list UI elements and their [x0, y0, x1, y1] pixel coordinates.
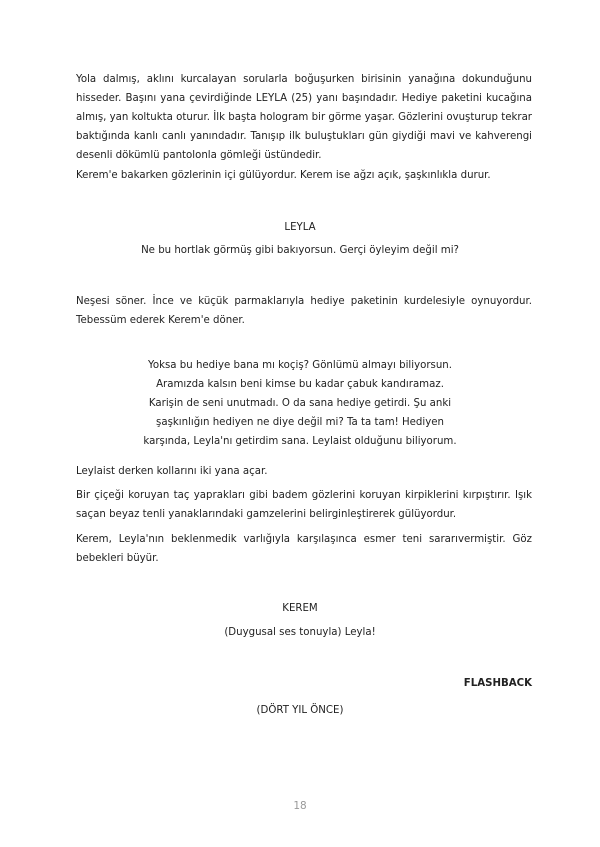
- dialogue-line-1: Ne bu hortlak görmüş gibi bakıyorsun. Gerçi öyleyim değil mi?: [141, 245, 459, 256]
- character-name-leyla: LEYLA: [284, 222, 316, 233]
- action-paragraph-2: Kerem'e bakarken gözlerinin içi gülüyordur. Kerem ise ağzı açık, şaşkınlıkla durur.: [76, 170, 491, 181]
- transition-flashback: FLASHBACK: [463, 678, 532, 689]
- action-paragraph-3: Neşesi söner. İnce ve küçük parmaklarıyla hediye paketinin kurdelesiyle oynuyordur. Tebessüm ederek Kerem'e döner.: [76, 296, 532, 326]
- action-paragraph-6: Kerem, Leyla'nın beklenmedik varlığıyla karşılaşınca esmer teni sararıvermiştir. Göz bebekleri büyür.: [76, 534, 532, 564]
- action-paragraph-1: Yola dalmış, aklını kurcalayan sorularla boğuşurken birisinin yanağına dokunduğunu hisseder. Başını yana çevirdiğinde LEYLA (25) yanı başındadır. Hediye paketini kucağına almış, yan koltukta oturur. İlk başta hologram bir görme yaşar. Gözlerini ovuşturup tekrar baktığında kanlı canlı yanındadır. Tanışıp ilk buluştukları gün giydiği mavi ve kahverengi desenli dökümlü pantolonla gömleği üstündedir.: [76, 74, 532, 161]
- action-paragraph-5: Bir çiçeği koruyan taç yaprakları gibi badem gözlerini koruyan kirpiklerini kırpıştırır. Işık saçan beyaz tenli yanaklarındaki gamzelerini belirginleştirerek gülüyordur.: [76, 490, 532, 520]
- scene-time-note: (DÖRT YIL ÖNCE): [256, 705, 344, 716]
- character-name-kerem: KEREM: [282, 603, 318, 614]
- dialogue-line-3: (Duygusal ses tonuyla) Leyla!: [224, 627, 376, 638]
- page-number: 18: [293, 800, 307, 812]
- dialogue-line-2: Yoksa bu hediye bana mı koçiş? Gönlümü almayı biliyorsun. Aramızda kalsın beni kimse bu kadar çabuk kandıramaz. Karişin de seni unutmadı. O da sana hediye getirdi. Şu anki şaşkınlığın hediyen ne diye değil mi? Ta ta tam! Hediyen karşında, Leyla'nı getirdim sana. Leylaist olduğunu biliyorum.: [143, 360, 457, 447]
- action-paragraph-4: Leylaist derken kollarını iki yana açar.: [76, 466, 268, 477]
